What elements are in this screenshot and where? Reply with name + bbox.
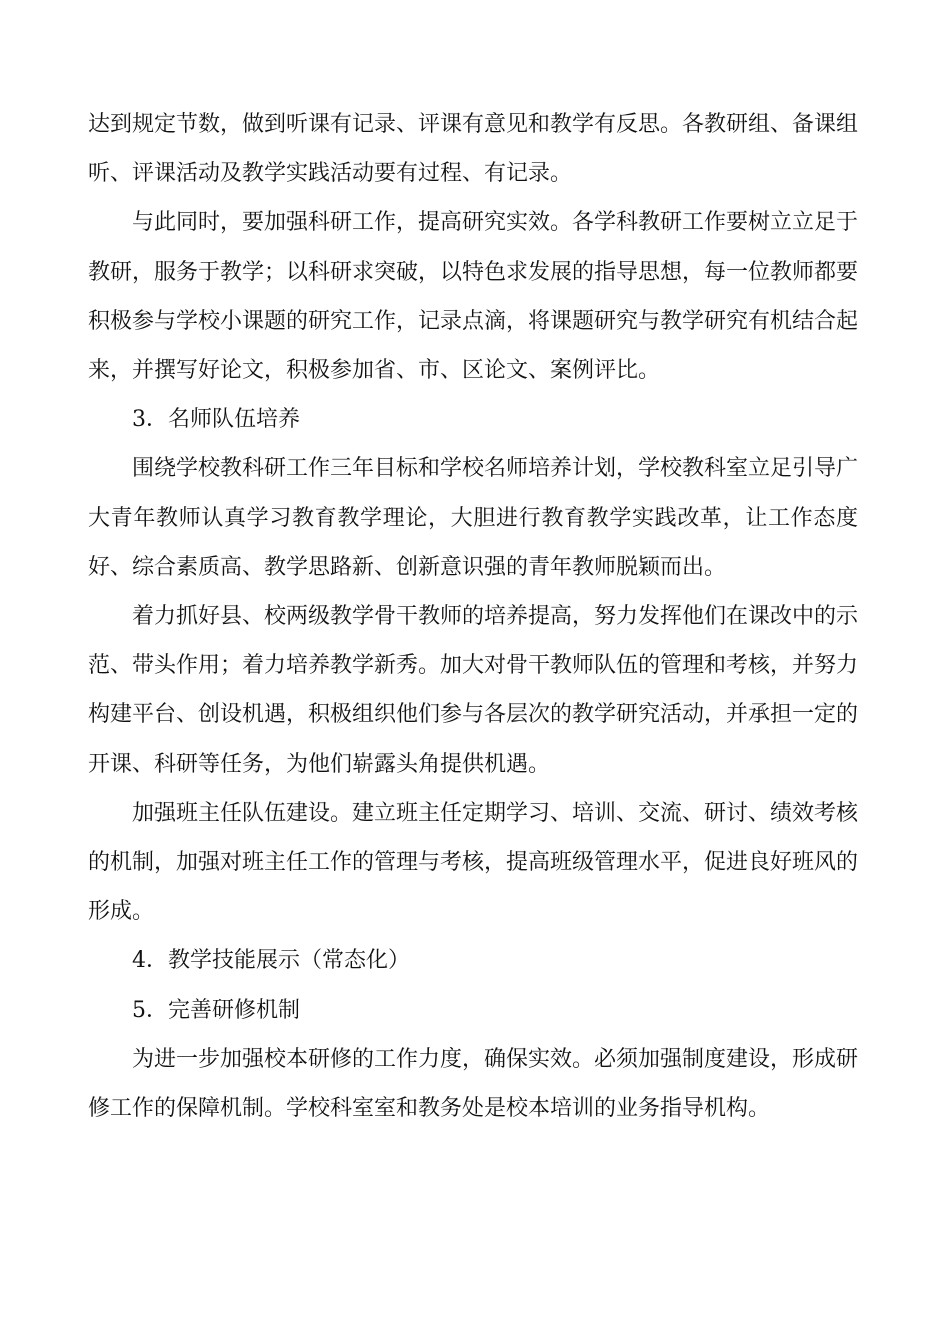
paragraph-training-mechanism: 为进一步加强校本研修的工作力度，确保实效。必须加强制度建设，形成研修工作的保障机制。学校科室室和教务处是校本培训的业务指导机构。 xyxy=(88,1046,859,1122)
section-heading-4: 4．教学技能展示（常态化） xyxy=(132,948,410,974)
paragraph-young-teachers: 围绕学校教科研工作三年目标和学校名师培养计划，学校教科室立足引导广大青年教师认真学习教育教学理论，大胆进行教育教学实践改革，让工作态度好、综合素质高、教学思路新、创新意识强的青年教师脱颖而出。 xyxy=(88,456,859,580)
document-body xyxy=(88,100,858,1133)
paragraph-research-work: 与此同时，要加强科研工作，提高研究实效。各学科教研工作要树立立足于教研，服务于教学；以科研求突破，以特色求发展的指导思想，每一位教师都要积极参与学校小课题的研究工作，记录点滴，将课题研究与教学研究有机结合起来，并撰写好论文，积极参加省、市、区论文、案例评比。 xyxy=(88,210,859,384)
section-heading-3: 3．名师队伍培养 xyxy=(132,407,300,433)
section-heading-5: 5．完善研修机制 xyxy=(132,997,300,1023)
paragraph-head-teachers: 加强班主任队伍建设。建立班主任定期学习、培训、交流、研讨、绩效考核的机制，加强对班主任工作的管理与考核，提高班级管理水平，促进良好班风的形成。 xyxy=(88,800,859,925)
paragraph-continuation: 达到规定节数，做到听课有记录、评课有意见和教学有反思。各教研组、备课组听、评课活动及教学实践活动要有过程、有记录。 xyxy=(88,112,859,187)
paragraph-backbone-teachers: 着力抓好县、校两级教学骨干教师的培养提高，努力发挥他们在课改中的示范、带头作用；着力培养教学新秀。加大对骨干教师队伍的管理和考核，并努力构建平台、创设机遇，积极组织他们参与各层次的教学研究活动，并承担一定的开课、科研等任务，为他们崭露头角提供机遇。 xyxy=(88,604,859,777)
